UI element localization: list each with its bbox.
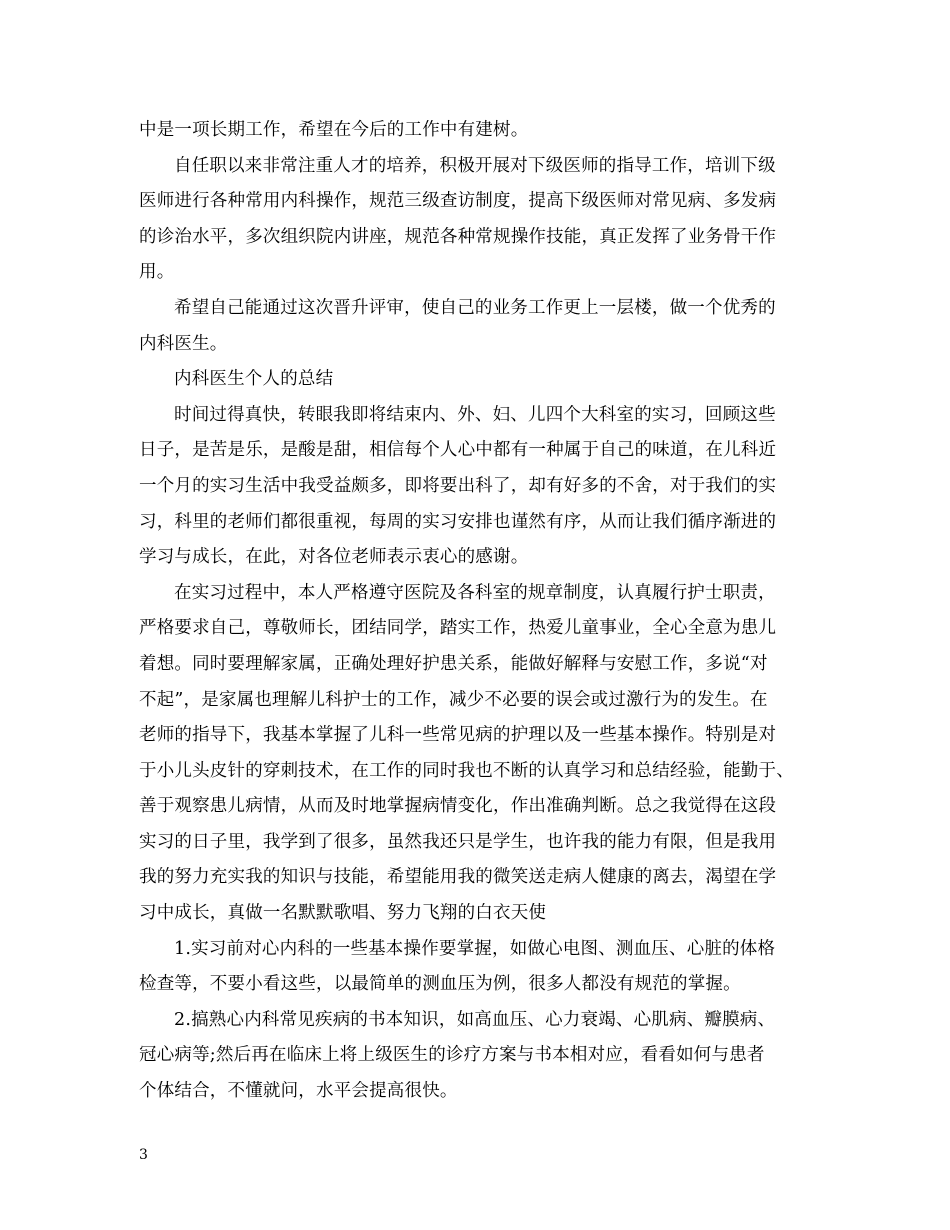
text-line: 内科医生个人的总结 bbox=[174, 369, 334, 390]
text-line: 中是一项长期工作，希望在今后的工作中有建树。 bbox=[139, 120, 529, 140]
text-line: 着想。同时要理解家属，正确处理好护患关系，能做好解释与安慰工作，多说“对 bbox=[139, 653, 768, 674]
text-line: 不起”，是家属也理解儿科护士的工作，减少不必要的误会或过激行为的发生。在 bbox=[139, 689, 768, 710]
text-line: 2.搞熟心内科常见疾病的书本知识，如高血压、心力衰竭、心肌病、瓣膜病、 bbox=[174, 1009, 776, 1030]
text-line: 日子，是苦是乐，是酸是甜，相信每个人心中都有一种属于自己的味道，在儿科近 bbox=[139, 440, 777, 461]
text-line: 1.实习前对心内科的一些基本操作要掌握，如做心电图、测血压、心脏的体格 bbox=[174, 938, 776, 959]
text-line: 时间过得真快，转眼我即将结束内、外、妇、儿四个大科室的实习，回顾这些 bbox=[174, 404, 776, 425]
text-line: 个体结合，不懂就问，水平会提高很快。 bbox=[139, 1081, 458, 1102]
text-line: 严格要求自己，尊敬师长，团结同学，踏实工作，热爱儿童事业，全心全意为患儿 bbox=[139, 618, 777, 639]
text-line: 在实习过程中，本人严格遵守医院及各科室的规章制度，认真履行护士职责， bbox=[174, 582, 776, 603]
text-line: 冠心病等;然后再在临床上将上级医生的诊疗方案与书本相对应，看看如何与患者 bbox=[139, 1045, 765, 1066]
text-line: 内科医生。 bbox=[139, 333, 228, 354]
text-line: 的诊治水平，多次组织院内讲座，规范各种常规操作技能，真正发挥了业务骨干作 bbox=[139, 226, 777, 247]
text-line: 医师进行各种常用内科操作，规范三级查访制度，提高下级医师对常见病、多发病 bbox=[139, 191, 777, 212]
text-line: 习，科里的老师们都很重视，每周的实习安排也谨然有序，从而让我们循序渐进的 bbox=[139, 511, 777, 532]
text-line: 老师的指导下，我基本掌握了儿科一些常见病的护理以及一些基本操作。特别是对 bbox=[139, 725, 777, 746]
text-line: 希望自己能通过这次晋升评审，使自己的业务工作更上一层楼，做一个优秀的 bbox=[174, 297, 776, 318]
text-line: 善于观察患儿病情，从而及时地掌握病情变化，作出准确判断。总之我觉得在这段 bbox=[139, 796, 777, 817]
text-line: 一个月的实习生活中我受益颇多，即将要出科了，却有好多的不舍，对于我们的实 bbox=[139, 475, 777, 496]
text-line: 实习的日子里，我学到了很多，虽然我还只是学生，也许我的能力有限，但是我用 bbox=[139, 831, 777, 852]
page-number: 3 bbox=[139, 1147, 148, 1163]
text-line: 学习与成长，在此，对各位老师表示衷心的感谢。 bbox=[139, 547, 529, 568]
text-line: 于小儿头皮针的穿刺技术，在工作的同时我也不断的认真学习和总结经验，能勤于、 bbox=[139, 760, 794, 781]
text-line: 检查等，不要小看这些，以最简单的测血压为例，很多人都没有规范的掌握。 bbox=[139, 974, 741, 995]
text-line: 用。 bbox=[139, 262, 175, 283]
text-line: 习中成长，真做一名默默歌唱、努力飞翔的白衣天使 bbox=[139, 903, 547, 924]
body-text bbox=[139, 113, 811, 1110]
text-line: 自任职以来非常注重人才的培养，积极开展对下级医师的指导工作，培训下级 bbox=[174, 155, 776, 176]
text-line: 我的努力充实我的知识与技能，希望能用我的微笑送走病人健康的离去，渴望在学 bbox=[139, 867, 777, 888]
